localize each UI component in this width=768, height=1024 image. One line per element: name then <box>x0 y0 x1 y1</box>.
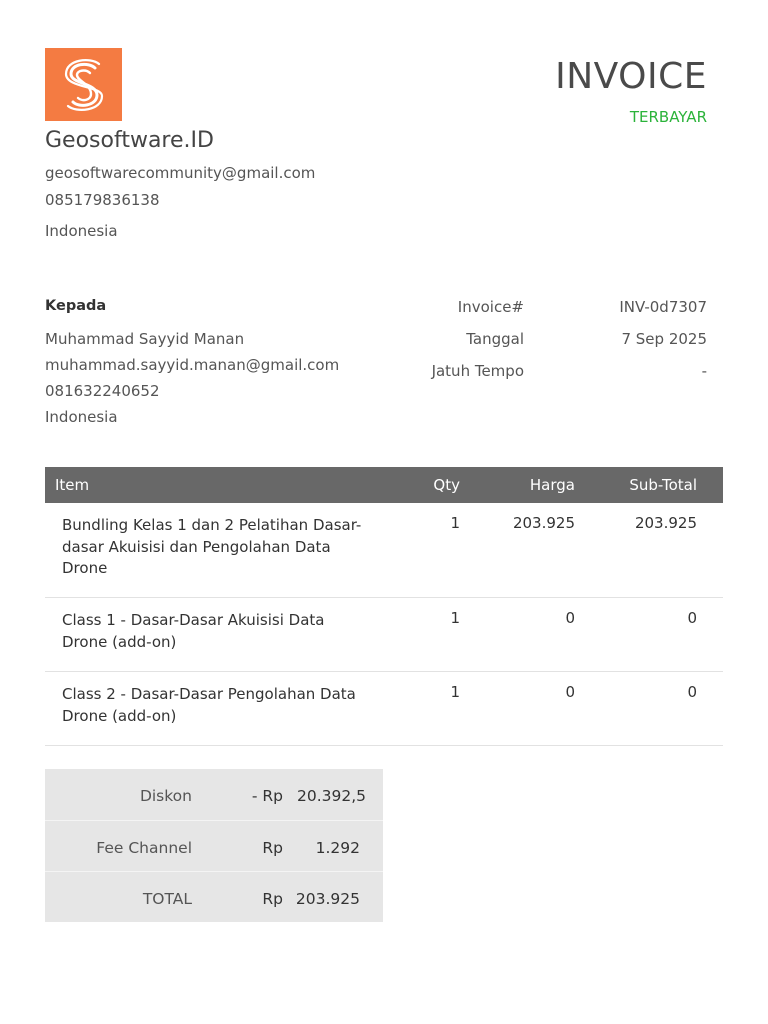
item-subtotal: 203.925 <box>634 514 697 532</box>
item-description: Class 1 - Dasar-Dasar Akuisisi Data Drone (add-on) <box>62 611 325 651</box>
column-header-subtotal: Sub-Total <box>629 476 697 494</box>
total-value: 203.925 <box>295 890 360 908</box>
column-header-item: Item <box>55 476 90 494</box>
invoice-date: 7 Sep 2025 <box>621 330 707 348</box>
table-row <box>45 672 723 746</box>
item-description: Bundling Kelas 1 dan 2 Pelatihan Dasar-dasar Akuisisi dan Pengolahan Data Drone <box>62 516 362 577</box>
total-currency: Rp <box>262 890 283 908</box>
column-header-price: Harga <box>529 476 575 494</box>
invoice-date-label: Tanggal <box>466 330 524 348</box>
item-price: 0 <box>565 609 575 627</box>
company-logo <box>45 48 122 121</box>
invoice-due: - <box>701 362 707 380</box>
invoice-due-label: Jatuh Tempo <box>431 362 524 380</box>
item-qty: 1 <box>450 514 460 532</box>
company-name: Geosoftware.ID <box>45 128 214 153</box>
discount-row <box>45 769 383 820</box>
fee-value: 1.292 <box>315 839 360 857</box>
total-label: TOTAL <box>142 890 192 908</box>
item-qty: 1 <box>450 683 460 701</box>
company-country: Indonesia <box>45 222 118 240</box>
fee-label: Fee Channel <box>96 839 192 857</box>
item-description: Class 2 - Dasar-Dasar Pengolahan Data Drone (add-on) <box>62 685 356 725</box>
invoice-number-label: Invoice# <box>457 298 524 316</box>
item-subtotal: 0 <box>687 609 697 627</box>
discount-currency: - Rp <box>251 787 283 805</box>
column-header-qty: Qty <box>433 476 460 494</box>
item-qty: 1 <box>450 609 460 627</box>
fee-currency: Rp <box>262 839 283 857</box>
geosoftware-logo-icon <box>62 59 106 111</box>
company-email: geosoftwarecommunity@gmail.com <box>45 164 316 182</box>
table-row <box>45 598 723 672</box>
status-badge: TERBAYAR <box>629 108 707 126</box>
total-row <box>45 871 383 922</box>
items-table <box>45 467 723 746</box>
table-row <box>45 503 723 598</box>
fee-row <box>45 820 383 871</box>
recipient-phone: 081632240652 <box>45 382 160 400</box>
discount-label: Diskon <box>139 787 192 805</box>
recipient-email: muhammad.sayyid.manan@gmail.com <box>45 356 340 374</box>
item-subtotal: 0 <box>687 683 697 701</box>
recipient-name: Muhammad Sayyid Manan <box>45 330 245 348</box>
invoice-number: INV-0d7307 <box>619 298 707 316</box>
discount-value: 20.392,5 <box>296 787 366 805</box>
item-price: 0 <box>565 683 575 701</box>
recipient-label: Kepada <box>45 298 107 314</box>
totals-box <box>45 769 383 922</box>
invoice-title: INVOICE <box>555 56 707 97</box>
recipient-country: Indonesia <box>45 408 118 426</box>
company-phone: 085179836138 <box>45 191 160 209</box>
items-table-header <box>45 467 723 503</box>
item-price: 203.925 <box>512 514 575 532</box>
